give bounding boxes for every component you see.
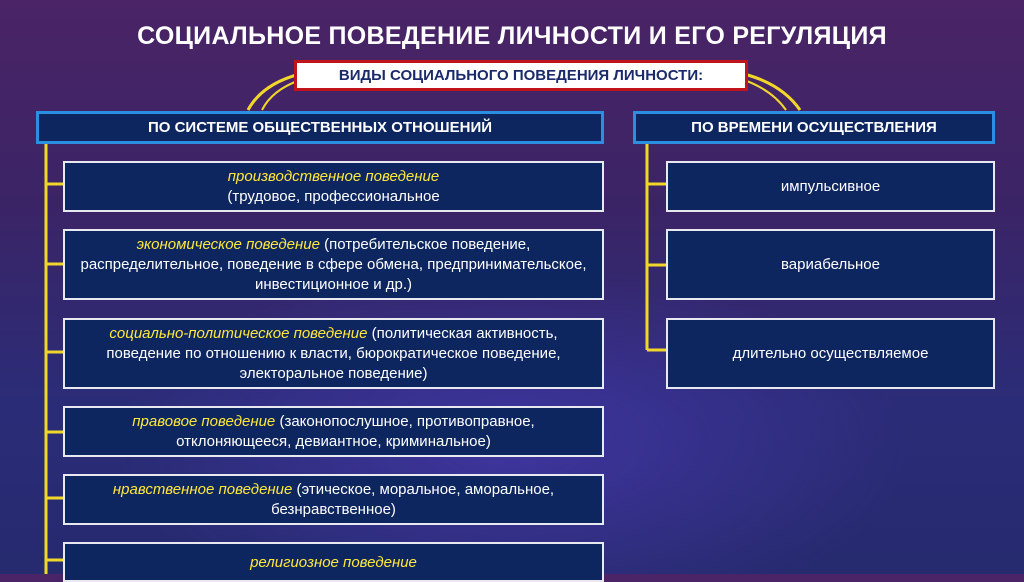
item-highlight: правовое поведение <box>132 412 276 430</box>
page-title: СОЦИАЛЬНОЕ ПОВЕДЕНИЕ ЛИЧНОСТИ И ЕГО РЕГУЛЯЦИЯ <box>137 22 887 50</box>
category-left-label: ПО СИСТЕМЕ ОБЩЕСТВЕННЫХ ОТНОШЕНИЙ <box>147 119 493 136</box>
item-text: длительно осуществляемое <box>732 344 929 362</box>
connector-arc-left <box>248 74 300 110</box>
connector-arc-right <box>744 74 800 110</box>
item-text: (этическое, моральное, аморальное, безнравственное) <box>271 480 555 518</box>
item-text: (потребительское поведение, распределительное, поведение в сфере обмена, предпринимательское, инвестиционное и др.) <box>80 235 587 293</box>
category-right <box>633 111 995 144</box>
right-item-long-term <box>666 318 995 389</box>
root-node-label: ВИДЫ СОЦИАЛЬНОГО ПОВЕДЕНИЯ ЛИЧНОСТИ: <box>338 67 704 84</box>
item-text: (законопослушное, противоправное, отклоняющееся, девиантное, криминальное) <box>176 412 535 450</box>
left-item-legal <box>63 406 604 457</box>
connector-arc-right-inner <box>744 80 786 110</box>
left-item-religious <box>63 542 604 582</box>
root-node <box>294 60 748 91</box>
item-text: (трудовое, профессиональное <box>227 187 440 205</box>
right-item-variable <box>666 229 995 300</box>
category-right-label: ПО ВРЕМЕНИ ОСУЩЕСТВЛЕНИЯ <box>691 119 937 136</box>
item-highlight: религиозное поведение <box>250 554 417 571</box>
item-highlight: производственное поведение <box>227 167 440 185</box>
item-highlight: экономическое поведение <box>136 235 320 253</box>
left-item-moral <box>63 474 604 525</box>
left-item-production <box>63 161 604 212</box>
item-highlight: нравственное поведение <box>112 480 293 498</box>
left-item-sociopolitical <box>63 318 604 389</box>
right-item-impulsive <box>666 161 995 212</box>
left-item-economic <box>63 229 604 300</box>
item-text: вариабельное <box>780 255 880 273</box>
item-text: импульсивное <box>780 177 881 195</box>
item-highlight: социально-политическое поведение <box>109 324 368 342</box>
item-text: (политическая активность, поведение по отношению к власти, бюрократическое поведение, электоральное поведение) <box>106 324 561 382</box>
category-left <box>36 111 604 144</box>
